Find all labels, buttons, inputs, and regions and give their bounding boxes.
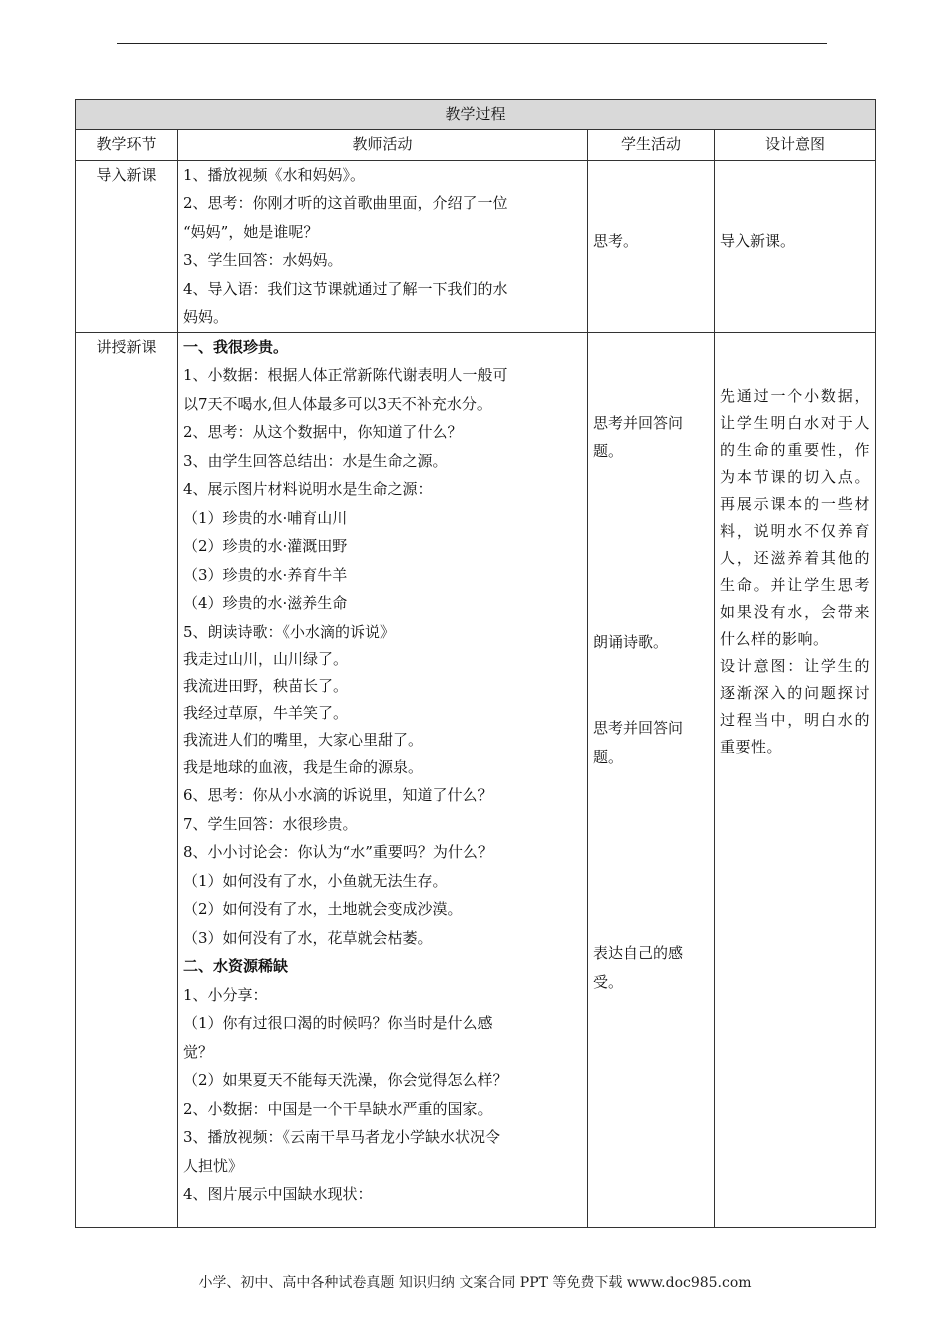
footer-text: 小学、初中、高中各种试卷真题 知识归纳 文案合同 PPT 等免费下载 www.doc985.com bbox=[198, 1275, 752, 1291]
teacher-line: 2、思考：你刚才听的这首歌曲里面，介绍了一位 bbox=[183, 194, 508, 212]
teacher-line: 4、导入语：我们这节课就通过了解一下我们的水 bbox=[183, 279, 508, 298]
teacher-line: 4、图片展示中国缺水现状： bbox=[183, 1185, 373, 1203]
lesson-process-table bbox=[75, 99, 876, 1228]
teacher-line: （2）如果夏天不能每天洗澡，你会觉得怎么样？ bbox=[183, 1071, 508, 1089]
table-row-teach bbox=[76, 332, 876, 1227]
header-student: 学生活动 bbox=[588, 129, 715, 160]
intent-intro bbox=[715, 160, 876, 332]
student-text: 思考。 bbox=[593, 231, 639, 250]
student-teach bbox=[588, 332, 715, 1227]
teacher-line: “妈妈”，她是谁呢？ bbox=[183, 222, 319, 241]
teacher-line: 5、朗读诗歌：《小水滴的诉说》 bbox=[183, 622, 396, 641]
teacher-line: 3、播放视频：《云南干旱马者龙小学缺水状况令 bbox=[183, 1128, 501, 1146]
teacher-line: （1）你有过很口渴的时候吗？你当时是什么感 bbox=[183, 1014, 493, 1032]
header-intent: 设计意图 bbox=[715, 129, 876, 160]
teacher-line: （2）珍贵的水·灌溉田野 bbox=[183, 537, 348, 555]
student-text: 受。 bbox=[593, 972, 624, 991]
table-title-row bbox=[76, 100, 876, 130]
poem-line: 我是地球的血液，我是生命的源泉。 bbox=[183, 758, 424, 776]
stage-teach: 讲授新课 bbox=[76, 332, 178, 1227]
teacher-line: 4、展示图片材料说明水是生命之源： bbox=[183, 480, 433, 498]
poem-line: 我走过山川，山川绿了。 bbox=[183, 650, 349, 668]
header-rule bbox=[117, 43, 827, 44]
teacher-line: 3、学生回答：水妈妈。 bbox=[183, 251, 343, 269]
student-text: 思考并回答问 bbox=[593, 719, 684, 737]
teacher-intro bbox=[178, 160, 588, 332]
teacher-line: （1）珍贵的水·哺育山川 bbox=[183, 508, 348, 527]
teacher-line: 2、思考：从这个数据中，你知道了什么？ bbox=[183, 423, 463, 441]
teacher-line: 8、小小讨论会：你认为“水”重要吗？为什么？ bbox=[183, 843, 493, 861]
intent-text: 导入新课。 bbox=[720, 231, 796, 250]
section-heading-1: 一、我很珍贵。 bbox=[183, 337, 289, 356]
teacher-line: （1）如何没有了水，小鱼就无法生存。 bbox=[183, 871, 448, 890]
table-title: 教学过程 bbox=[76, 100, 876, 130]
table-row-intro bbox=[76, 160, 876, 332]
student-text: 表达自己的感 bbox=[593, 944, 684, 962]
teacher-line: 妈妈。 bbox=[183, 308, 229, 326]
teacher-line: 1、播放视频《水和妈妈》。 bbox=[183, 165, 366, 184]
poem-line: 我经过草原，牛羊笑了。 bbox=[183, 704, 349, 722]
header-stage: 教学环节 bbox=[76, 129, 178, 160]
student-text: 朗诵诗歌。 bbox=[593, 632, 669, 651]
student-text: 题。 bbox=[593, 747, 624, 766]
teacher-line: 人担忧》 bbox=[183, 1156, 244, 1175]
poem-line: 我流进田野，秧苗长了。 bbox=[183, 677, 349, 695]
intent-text: 先通过一个小数据，让学生明白水对于人的生命的重要性，作为本节课的切入点。再展示课本的一些材料，说明水不仅养育人，还滋养着其他的生命。并让学生思考如果没有水，会带来什么样的影响。 bbox=[720, 386, 871, 648]
intent-teach bbox=[715, 332, 876, 1227]
teacher-line: 1、小数据：根据人体正常新陈代谢表明人一般可 bbox=[183, 366, 508, 384]
student-text: 题。 bbox=[593, 442, 624, 460]
teacher-line: 1、小分享： bbox=[183, 985, 268, 1004]
poem-line: 我流进人们的嘴里，大家心里甜了。 bbox=[183, 731, 424, 749]
teacher-line: 3、由学生回答总结出：水是生命之源。 bbox=[183, 451, 448, 470]
teacher-line: （3）如何没有了水，花草就会枯萎。 bbox=[183, 928, 433, 947]
teacher-line: 以7天不喝水,但人体最多可以3天不补充水分。 bbox=[183, 394, 492, 413]
teacher-line: （4）珍贵的水·滋养生命 bbox=[183, 594, 348, 612]
section-heading-2: 二、水资源稀缺 bbox=[183, 957, 289, 975]
intent-text: 设计意图：让学生的逐渐深入的问题探讨过程当中，明白水的重要性。 bbox=[720, 656, 871, 756]
header-teacher: 教师活动 bbox=[178, 129, 588, 160]
teacher-line: （2）如何没有了水，土地就会变成沙漠。 bbox=[183, 900, 463, 918]
student-intro bbox=[588, 160, 715, 332]
table-header-row bbox=[76, 129, 876, 160]
teacher-line: 7、学生回答：水很珍贵。 bbox=[183, 814, 358, 833]
teacher-line: （3）珍贵的水·养育牛羊 bbox=[183, 565, 348, 584]
teacher-teach bbox=[178, 332, 588, 1227]
student-text: 思考并回答问 bbox=[593, 413, 684, 432]
stage-intro: 导入新课 bbox=[76, 160, 178, 332]
teacher-line: 2、小数据：中国是一个干旱缺水严重的国家。 bbox=[183, 1099, 493, 1118]
teacher-line: 6、思考：你从小水滴的诉说里，知道了什么？ bbox=[183, 786, 493, 804]
teacher-line: 觉？ bbox=[183, 1042, 214, 1061]
